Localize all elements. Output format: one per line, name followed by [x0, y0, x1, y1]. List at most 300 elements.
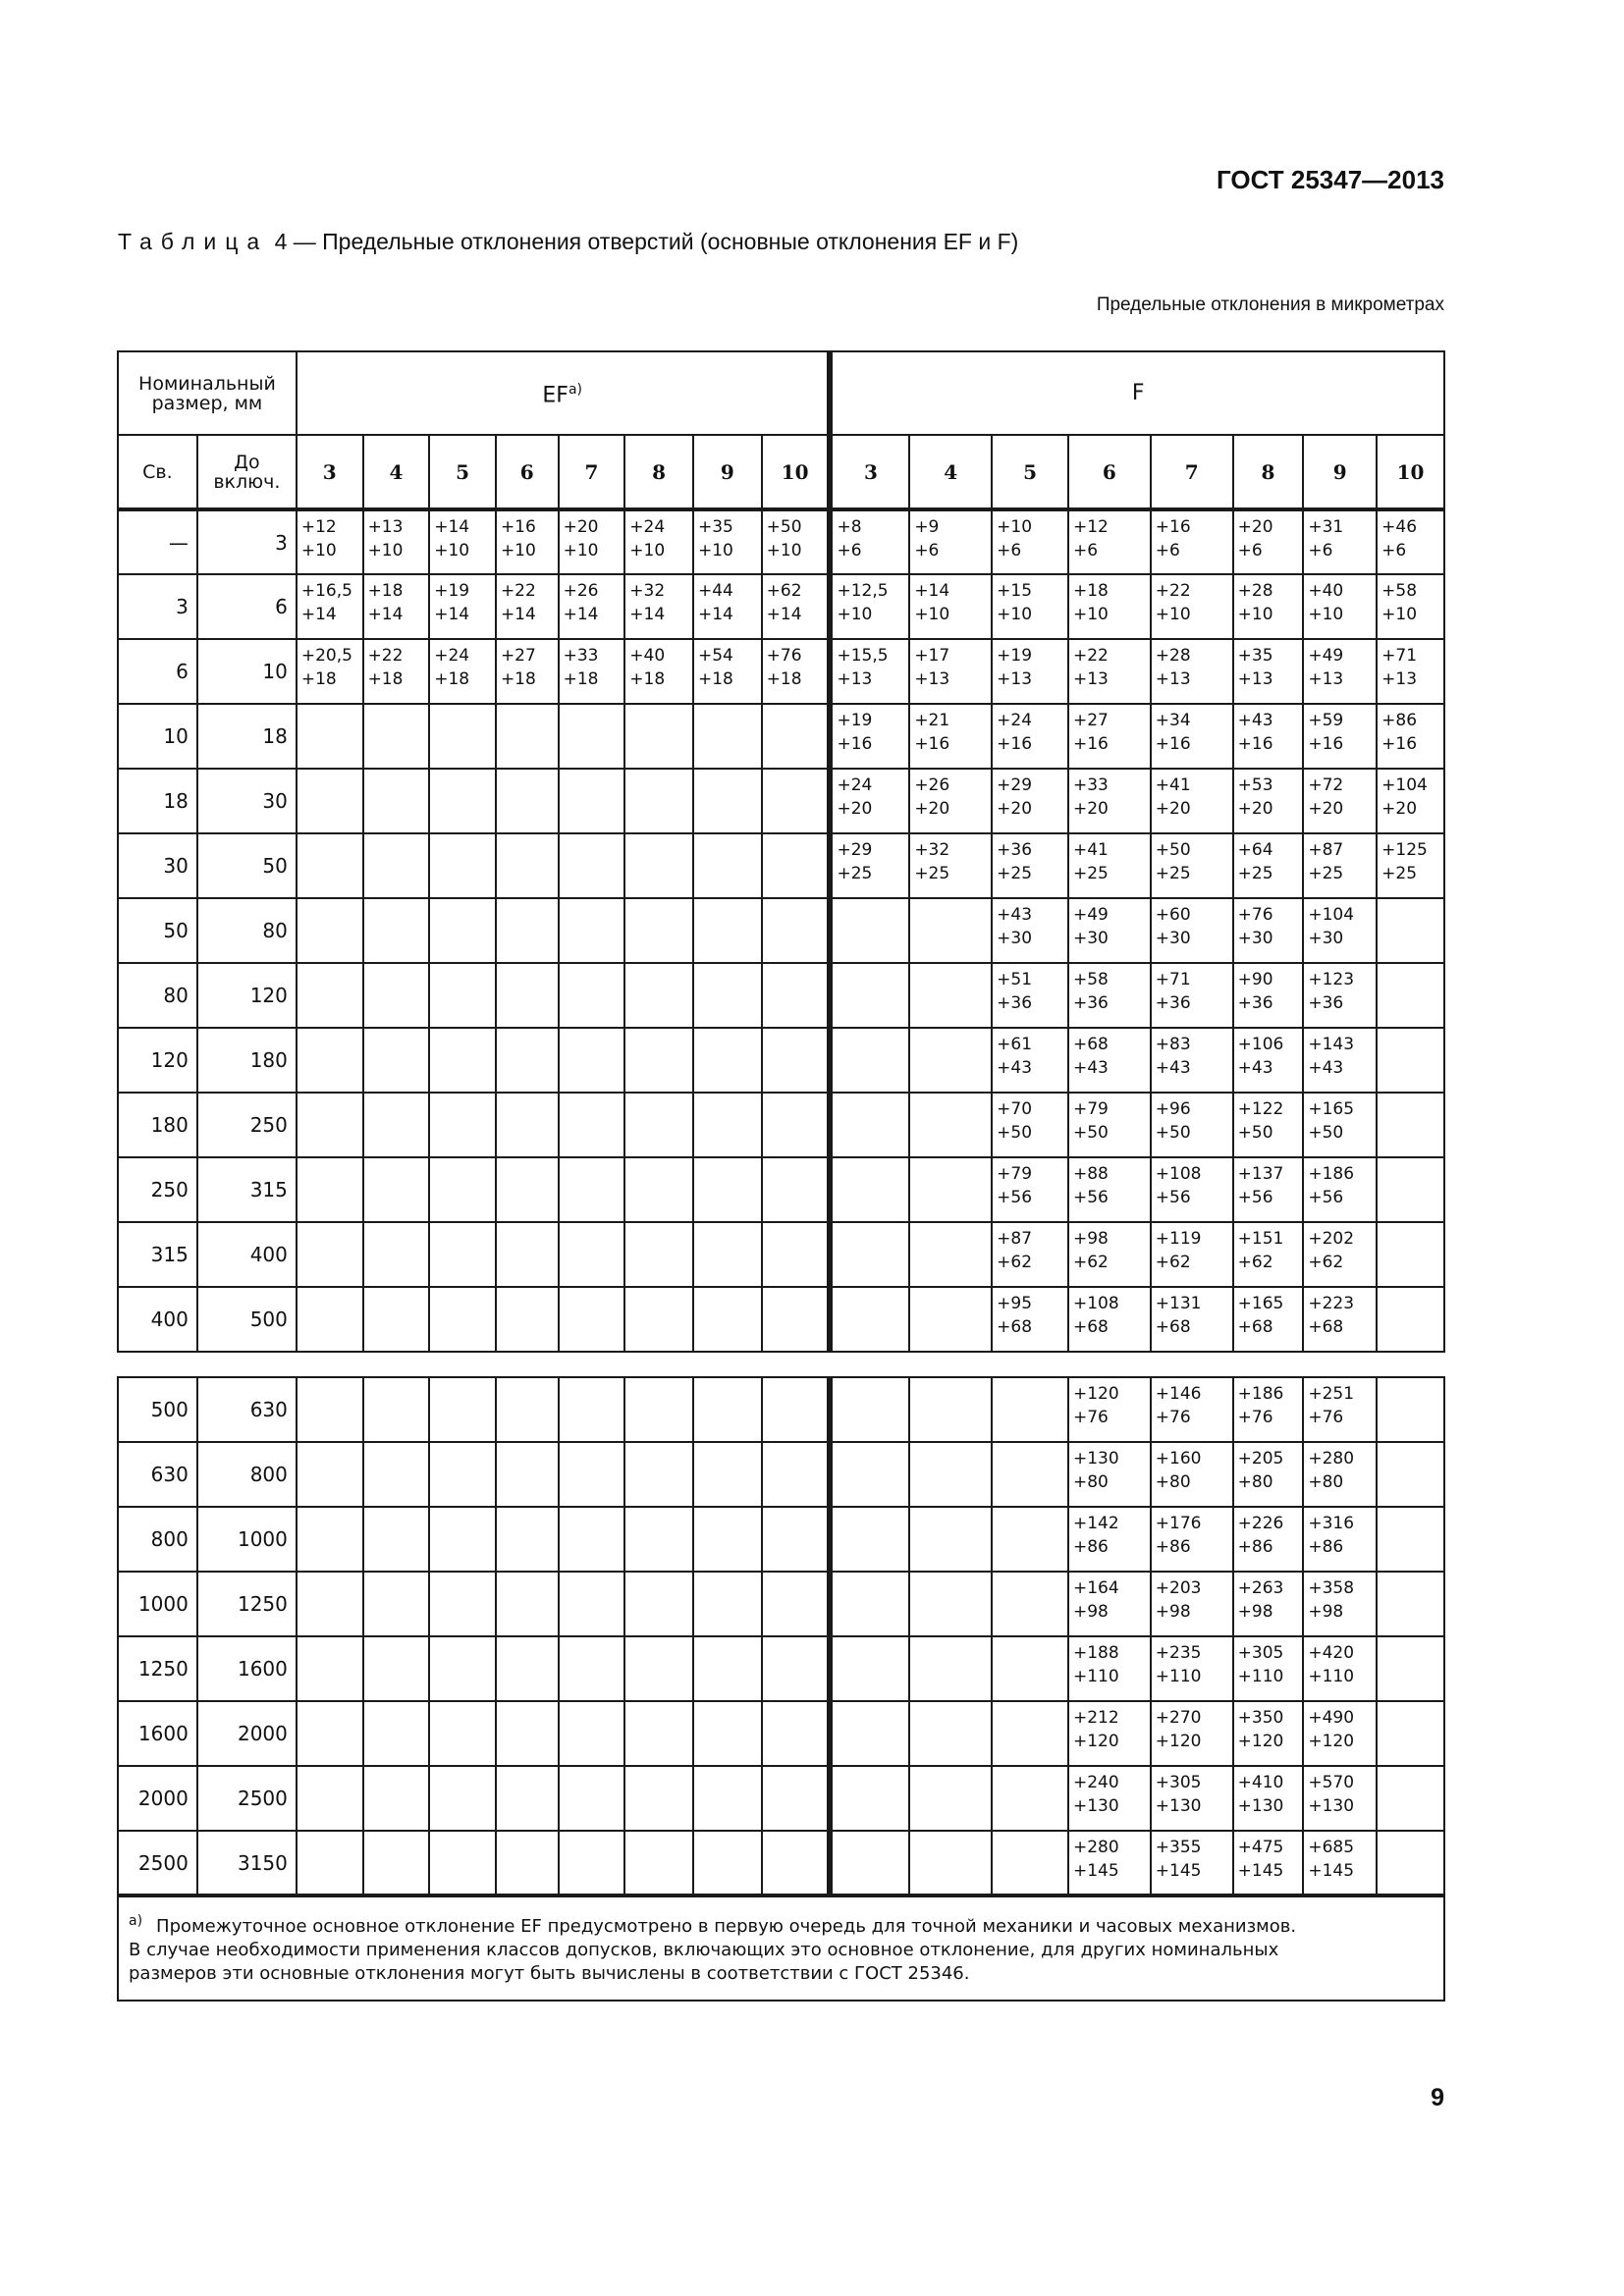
upper-deviation: +22 [500, 581, 536, 601]
upper-deviation: +18 [367, 581, 404, 601]
deviation-cell [1377, 1831, 1444, 1896]
deviation-cell [992, 1222, 1068, 1287]
f-grade-header: 7 [1151, 435, 1233, 509]
lower-deviation: +62 [1155, 1253, 1191, 1272]
size-from-cell: 10 [118, 704, 197, 769]
upper-deviation: +32 [914, 840, 950, 860]
size-to-cell: 3 [197, 509, 297, 574]
size-to-cell: 800 [197, 1442, 297, 1507]
size-from-cell: 18 [118, 769, 197, 833]
upper-deviation: +160 [1155, 1449, 1202, 1468]
deviation-cell [559, 574, 625, 639]
deviation-cell [1377, 833, 1444, 898]
deviation-cell [559, 769, 625, 833]
deviation-cell [1303, 833, 1377, 898]
upper-deviation: +10 [997, 517, 1033, 537]
deviation-cell [559, 509, 625, 574]
deviation-cell [1068, 1766, 1151, 1831]
upper-deviation: +35 [1237, 646, 1273, 666]
lower-deviation: +14 [367, 605, 404, 624]
deviation-cell [363, 509, 430, 574]
upper-deviation: +16 [500, 517, 536, 537]
table-row [118, 1507, 1444, 1572]
lower-deviation: +110 [1072, 1667, 1119, 1686]
lower-deviation: +6 [1072, 541, 1099, 561]
deviation-cell [297, 1701, 363, 1766]
deviation-cell [559, 1507, 625, 1572]
deviation-cell [693, 1442, 762, 1507]
lower-deviation: +80 [1155, 1472, 1191, 1492]
deviation-cell [363, 1636, 430, 1701]
size-from-cell: 6 [118, 639, 197, 704]
lower-deviation: +120 [1237, 1732, 1284, 1751]
deviation-cell [1233, 963, 1304, 1028]
lower-deviation: +13 [1381, 669, 1418, 689]
size-to-cell: 1600 [197, 1636, 297, 1701]
upper-deviation: +76 [1237, 905, 1273, 925]
deviation-cell [762, 1831, 831, 1896]
deviation-cell [1233, 769, 1304, 833]
upper-deviation: +490 [1308, 1708, 1355, 1728]
deviation-cell [624, 1157, 693, 1222]
deviation-cell [762, 704, 831, 769]
lower-deviation: +10 [367, 541, 404, 561]
deviation-cell [830, 1636, 909, 1701]
deviation-cell [909, 1442, 992, 1507]
deviation-cell [909, 1028, 992, 1093]
lower-deviation: +30 [1308, 929, 1344, 948]
lower-deviation: +76 [1072, 1408, 1109, 1427]
deviation-cell [496, 1572, 559, 1636]
deviation-cell [992, 1377, 1068, 1442]
deviation-cell [429, 1093, 496, 1157]
deviation-cell [830, 509, 909, 574]
lower-deviation: +13 [997, 669, 1033, 689]
deviation-cell [559, 1028, 625, 1093]
deviation-cell [992, 1572, 1068, 1636]
deviation-cell [830, 1157, 909, 1222]
deviation-cell [693, 1222, 762, 1287]
lower-deviation: +50 [1237, 1123, 1273, 1143]
lower-deviation: +145 [1155, 1861, 1202, 1881]
deviation-cell [830, 1442, 909, 1507]
lower-deviation: +10 [1308, 605, 1344, 624]
lower-deviation: +68 [1237, 1317, 1273, 1337]
upper-deviation: +186 [1237, 1384, 1284, 1404]
deviation-cell [1151, 963, 1233, 1028]
upper-deviation: +28 [1155, 646, 1191, 666]
deviation-cell [559, 1377, 625, 1442]
upper-deviation: +119 [1155, 1229, 1202, 1249]
deviation-cell [909, 1831, 992, 1896]
deviation-cell [559, 1572, 625, 1636]
lower-deviation: +110 [1237, 1667, 1284, 1686]
deviation-cell [1068, 574, 1151, 639]
deviation-cell [1377, 1028, 1444, 1093]
ef-grade-header: 6 [496, 435, 559, 509]
deviation-cell [1377, 1093, 1444, 1157]
lower-deviation: +36 [997, 993, 1033, 1013]
deviation-cell [1151, 639, 1233, 704]
caption-title: 4 — Предельные отклонения отверстий (основные отклонения EF и F) [268, 229, 1019, 254]
lower-deviation: +68 [997, 1317, 1033, 1337]
deviation-cell [496, 1157, 559, 1222]
deviation-cell [363, 833, 430, 898]
deviation-cell [830, 1831, 909, 1896]
deviation-cell [429, 1507, 496, 1572]
deviation-cell [693, 1507, 762, 1572]
lower-deviation: +36 [1072, 993, 1109, 1013]
lower-deviation: +86 [1237, 1537, 1273, 1557]
deviation-cell [429, 898, 496, 963]
size-from-cell: 250 [118, 1157, 197, 1222]
upper-deviation: +40 [1308, 581, 1344, 601]
size-to-cell: 180 [197, 1028, 297, 1093]
upper-deviation: +165 [1308, 1099, 1355, 1119]
upper-deviation: +685 [1308, 1838, 1355, 1857]
deviation-cell [1233, 1093, 1304, 1157]
upper-deviation: +41 [1155, 775, 1191, 795]
lower-deviation: +10 [914, 605, 950, 624]
table-row [118, 1831, 1444, 1896]
upper-deviation: +475 [1237, 1838, 1284, 1857]
deviation-cell [363, 1093, 430, 1157]
lower-deviation: +56 [1237, 1188, 1273, 1207]
deviation-cell [909, 1507, 992, 1572]
deviation-cell [297, 1507, 363, 1572]
upper-deviation: +151 [1237, 1229, 1284, 1249]
deviation-cell [624, 1507, 693, 1572]
deviation-cell [830, 963, 909, 1028]
f-grade-header: 9 [1303, 435, 1377, 509]
deviation-cell [1151, 704, 1233, 769]
deviation-cell [363, 1442, 430, 1507]
lower-deviation: +68 [1155, 1317, 1191, 1337]
lower-deviation: +14 [563, 605, 599, 624]
upper-deviation: +49 [1308, 646, 1344, 666]
deviation-cell [992, 639, 1068, 704]
upper-deviation: +205 [1237, 1449, 1284, 1468]
lower-deviation: +30 [1155, 929, 1191, 948]
upper-deviation: +26 [563, 581, 599, 601]
lower-deviation: +6 [997, 541, 1022, 561]
f-group-header: F [830, 351, 1444, 435]
upper-deviation: +120 [1072, 1384, 1119, 1404]
deviation-cell [693, 1287, 762, 1352]
upper-deviation: +34 [1155, 711, 1191, 730]
lower-deviation: +16 [1381, 734, 1418, 754]
table-row [118, 509, 1444, 574]
footnote-line: В случае необходимости применения классов допусков, включающих это основное отклонение, для других номинальных [129, 1940, 1279, 1960]
deviation-cell [624, 639, 693, 704]
upper-deviation: +131 [1155, 1294, 1202, 1313]
deviation-cell [762, 1287, 831, 1352]
deviation-cell [1377, 1157, 1444, 1222]
deviation-cell [1233, 1636, 1304, 1701]
lower-deviation: +80 [1237, 1472, 1273, 1492]
upper-deviation: +240 [1072, 1773, 1119, 1792]
deviation-cell [1068, 1028, 1151, 1093]
deviation-cell [624, 1377, 693, 1442]
table-row [118, 1157, 1444, 1222]
deviation-cell [762, 639, 831, 704]
upper-deviation: +72 [1308, 775, 1344, 795]
lower-deviation: +130 [1237, 1796, 1284, 1816]
upper-deviation: +8 [837, 517, 862, 537]
deviation-cell [992, 1507, 1068, 1572]
deviation-cell [1377, 1287, 1444, 1352]
upper-deviation: +24 [837, 775, 873, 795]
deviation-cell [429, 963, 496, 1028]
upper-deviation: +19 [434, 581, 470, 601]
upper-deviation: +95 [997, 1294, 1033, 1313]
deviation-cell [762, 1572, 831, 1636]
upper-deviation: +76 [766, 646, 802, 666]
deviation-cell [1303, 1636, 1377, 1701]
lower-deviation: +20 [997, 799, 1033, 819]
deviation-cell [429, 1701, 496, 1766]
upper-deviation: +15 [997, 581, 1033, 601]
deviation-cell [762, 898, 831, 963]
lower-deviation: +86 [1308, 1537, 1344, 1557]
deviation-cell [363, 1766, 430, 1831]
lower-deviation: +16 [997, 734, 1033, 754]
deviation-cell [297, 639, 363, 704]
deviation-cell [1151, 1222, 1233, 1287]
deviation-cell [1377, 1701, 1444, 1766]
upper-deviation: +61 [997, 1035, 1033, 1054]
footnote-row [118, 1896, 1444, 2001]
upper-deviation: +12 [1072, 517, 1109, 537]
lower-deviation: +13 [1072, 669, 1109, 689]
deviation-cell [762, 1766, 831, 1831]
deviation-cell [496, 769, 559, 833]
deviation-cell [1151, 1093, 1233, 1157]
upper-deviation: +143 [1308, 1035, 1355, 1054]
deviation-cell [693, 1766, 762, 1831]
deviation-cell [992, 898, 1068, 963]
upper-deviation: +316 [1308, 1514, 1355, 1533]
size-from-cell: 400 [118, 1287, 197, 1352]
deviation-cell [992, 1831, 1068, 1896]
deviation-cell [1303, 769, 1377, 833]
deviation-cell [909, 704, 992, 769]
size-from-cell: 1600 [118, 1701, 197, 1766]
upper-deviation: +12,5 [837, 581, 889, 601]
deviation-cell [762, 1377, 831, 1442]
deviation-cell [992, 704, 1068, 769]
lower-deviation: +50 [1308, 1123, 1344, 1143]
deviation-cell [429, 1766, 496, 1831]
deviation-cell [693, 639, 762, 704]
deviation-cell [363, 704, 430, 769]
from-header: Св. [118, 435, 197, 509]
deviation-cell [496, 574, 559, 639]
lower-deviation: +62 [1308, 1253, 1344, 1272]
deviation-cell [624, 898, 693, 963]
deviation-cell [830, 574, 909, 639]
deviation-cell [1303, 1157, 1377, 1222]
deviation-cell [559, 704, 625, 769]
deviation-cell [830, 1507, 909, 1572]
deviation-cell [1233, 1766, 1304, 1831]
deviation-cell [297, 1028, 363, 1093]
deviation-cell [909, 1093, 992, 1157]
deviation-cell [429, 1377, 496, 1442]
size-to-cell: 6 [197, 574, 297, 639]
upper-deviation: +79 [997, 1164, 1033, 1184]
deviation-cell [1377, 1572, 1444, 1636]
deviation-cell [297, 574, 363, 639]
lower-deviation: +25 [1237, 864, 1273, 883]
deviation-cell [1303, 1572, 1377, 1636]
lower-deviation: +120 [1072, 1732, 1119, 1751]
upper-deviation: +24 [997, 711, 1033, 730]
size-to-cell: 500 [197, 1287, 297, 1352]
lower-deviation: +120 [1155, 1732, 1202, 1751]
lower-deviation: +13 [1155, 669, 1191, 689]
deviation-cell [363, 1507, 430, 1572]
lower-deviation: +6 [914, 541, 940, 561]
deviation-cell [559, 963, 625, 1028]
size-to-cell: 250 [197, 1093, 297, 1157]
table-row [118, 574, 1444, 639]
deviation-cell [624, 704, 693, 769]
deviation-cell [762, 1507, 831, 1572]
lower-deviation: +86 [1155, 1537, 1191, 1557]
deviation-cell [429, 1636, 496, 1701]
deviation-cell [1233, 1377, 1304, 1442]
upper-deviation: +79 [1072, 1099, 1109, 1119]
deviation-cell [1303, 1377, 1377, 1442]
lower-deviation: +6 [1308, 541, 1333, 561]
upper-deviation: +20 [1237, 517, 1273, 537]
deviation-cell [909, 1636, 992, 1701]
size-to-cell: 120 [197, 963, 297, 1028]
deviation-cell [1377, 1507, 1444, 1572]
lower-deviation: +10 [766, 541, 802, 561]
lower-deviation: +10 [1237, 605, 1273, 624]
deviation-cell [429, 639, 496, 704]
upper-deviation: +86 [1381, 711, 1418, 730]
deviation-cell [909, 898, 992, 963]
upper-deviation: +58 [1072, 970, 1109, 989]
table-row [118, 1636, 1444, 1701]
deviation-cell [429, 1028, 496, 1093]
lower-deviation: +68 [1072, 1317, 1109, 1337]
size-to-cell: 2500 [197, 1766, 297, 1831]
upper-deviation: +122 [1237, 1099, 1284, 1119]
size-from-cell: 630 [118, 1442, 197, 1507]
lower-deviation: +18 [367, 669, 404, 689]
lower-deviation: +20 [914, 799, 950, 819]
deviation-cell [624, 833, 693, 898]
upper-deviation: +125 [1381, 840, 1428, 860]
upper-deviation: +570 [1308, 1773, 1355, 1792]
deviation-cell [363, 1377, 430, 1442]
size-from-cell: 315 [118, 1222, 197, 1287]
lower-deviation: +10 [300, 541, 337, 561]
upper-deviation: +29 [837, 840, 873, 860]
deviation-cell [297, 1636, 363, 1701]
deviation-cell [1233, 1572, 1304, 1636]
size-from-cell: 50 [118, 898, 197, 963]
lower-deviation: +14 [434, 605, 470, 624]
upper-deviation: +263 [1237, 1578, 1284, 1598]
lower-deviation: +10 [997, 605, 1033, 624]
f-grade-header: 3 [830, 435, 909, 509]
deviation-cell [909, 1222, 992, 1287]
deviation-cell [1377, 1377, 1444, 1442]
deviation-cell [1233, 1028, 1304, 1093]
deviation-cell [496, 1701, 559, 1766]
deviation-cell [1151, 1157, 1233, 1222]
deviation-cell [1303, 639, 1377, 704]
upper-deviation: +420 [1308, 1643, 1355, 1663]
upper-deviation: +14 [434, 517, 470, 537]
deviation-cell [559, 1701, 625, 1766]
lower-deviation: +130 [1155, 1796, 1202, 1816]
upper-deviation: +13 [367, 517, 404, 537]
deviation-cell [909, 1377, 992, 1442]
lower-deviation: +6 [837, 541, 862, 561]
deviation-cell [429, 1831, 496, 1896]
deviation-cell [1068, 1507, 1151, 1572]
size-from-cell: 500 [118, 1377, 197, 1442]
deviation-cell [693, 1377, 762, 1442]
upper-deviation: +203 [1155, 1578, 1202, 1598]
deviation-cell [1303, 898, 1377, 963]
lower-deviation: +20 [1155, 799, 1191, 819]
lower-deviation: +25 [1072, 864, 1109, 883]
upper-deviation: +70 [997, 1099, 1033, 1119]
ef-grade-header: 8 [624, 435, 693, 509]
deviation-cell [624, 509, 693, 574]
deviation-cell [762, 963, 831, 1028]
deviation-cell [992, 1157, 1068, 1222]
lower-deviation: +30 [1237, 929, 1273, 948]
lower-deviation: +20 [1308, 799, 1344, 819]
deviation-cell [297, 1831, 363, 1896]
size-from-cell: 3 [118, 574, 197, 639]
f-grade-header: 8 [1233, 435, 1304, 509]
deviation-cell [693, 898, 762, 963]
lower-deviation: +110 [1308, 1667, 1355, 1686]
footnote-mark: а) [129, 1913, 143, 1929]
deviation-cell [1233, 1287, 1304, 1352]
deviation-cell [830, 704, 909, 769]
deviation-cell [559, 639, 625, 704]
deviations-table [117, 350, 1445, 2002]
table-gap-row [118, 1352, 1444, 1377]
lower-deviation: +10 [563, 541, 599, 561]
deviation-cell [1303, 1701, 1377, 1766]
deviation-cell [1151, 833, 1233, 898]
upper-deviation: +43 [1237, 711, 1273, 730]
upper-deviation: +46 [1381, 517, 1418, 537]
deviation-cell [1377, 509, 1444, 574]
upper-deviation: +12 [300, 517, 337, 537]
table-row [118, 833, 1444, 898]
upper-deviation: +355 [1155, 1838, 1202, 1857]
upper-deviation: +106 [1237, 1035, 1284, 1054]
upper-deviation: +280 [1308, 1449, 1355, 1468]
lower-deviation: +62 [997, 1253, 1033, 1272]
deviation-cell [1068, 963, 1151, 1028]
size-to-cell: 30 [197, 769, 297, 833]
deviation-cell [1233, 1222, 1304, 1287]
deviation-cell [363, 898, 430, 963]
